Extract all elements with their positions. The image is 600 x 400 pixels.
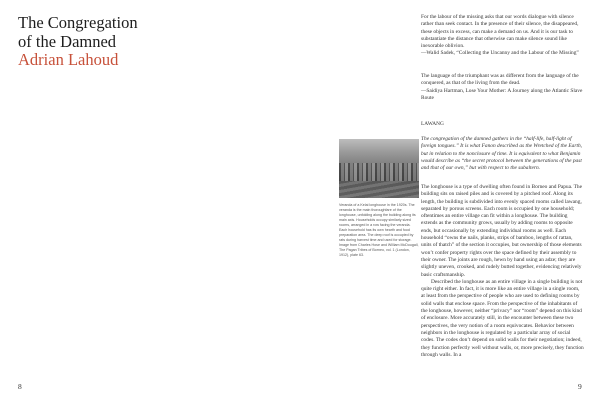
page-number-right: 9 [578,382,582,391]
body-text [421,184,584,359]
section-heading [421,121,584,128]
photo-caption: Veranda of a Kelai longhouse in the 1920s. The veranda is the main thoroughfare of the longhouse, unfolding along the building along its main axis. Households occupy similarly sized rooms, arranged in a row facing the veranda. Each household has its own hearth and food preparation area. The deep roof is occupied by rats during harvest time and used for storage. Image from Charles Hose and William McDougall, The Pagan Tribes of Borneo, vol. 1 (London, 1912), plate 63. [339,203,419,257]
epigraph-text: For the labour of the missing asks that our words dialogue with silence rather than seek contact. In the presence of their silence, the disappeared, these objects in excess, can make a demand on us. And it is our task to substantiate the distance that otherwise can make silence sound like inexorable oblivion. [421,14,579,50]
epigraph-attribution: —Walid Sadek, “Collecting the Uncanny and the Labour of the Missing” [421,50,579,57]
body-paragraph-1: The longhouse is a type of dwelling often found in Borneo and Papua. The building sits on raised piles and is covered by a pitched roof. Along its length, the building is subdivided into evenly spaced rooms called lawang, separated by porous screens. Each room is occupied by one household; oftentimes an entire village can fit within a longhouse. The building extends as the community grows, usually by adding rooms to opposite ends, but occasionally by extending individual rooms as well. Each household “owns the nails, planks, strips of bamboo, lengths of rattan, units of thatch” of the section it occupies, but ownership of those elements won’t confer property rights over the space defined by their assembly to their owner. The joints are rough, hewn by hand using an adze; they are slightly uneven, crooked, and rudely butted together, evidencing relatively basic craftsmanship. [421,184,582,278]
section-label: LAWANG [421,121,444,127]
epigraph-text: The language of the triumphant was as different from the language of the conquered, as that of the living from the dead. [421,73,579,87]
body-paragraph-2: Described the longhouse as an entire village in a single building is not quite right either. In fact, it is more like an entire village in a single room, at least from the perspective of people who are used to defining rooms by solid walls that enclose space. From the perspective of the inhabitants of the longhouse, however, neither “privacy” nor “room” depend on this kind of enclosure. More accurately still, in the encounter between these two perspectives, the very notion of a room equivocates. Behavior between neighbors in the longhouse is regulated by a particular array of social codes. The codes don’t depend on solid walls for their negotiation; indeed, they function perfectly well without walls, or, more precisely, they function through walls. In a [421,278,584,358]
intro-text: The congregation of the damned gathers in the “half-life, half-light of foreign tongues.” It is what Fanon described as the Wretched of the Earth, but in relation to the nonclosure of time. It is equivalent to what Benjamin would describe as “the secret protocol between the generations of the past and that of our own,” but with respect to the subaltern. [421,136,583,172]
page-number-left: 8 [18,382,22,391]
epigraph-sadek [421,14,584,58]
longhouse-photo [339,139,419,198]
chapter-title-block [18,14,218,70]
epigraph-hartman [421,73,584,102]
author-name: Adrian Lahoud [18,50,119,69]
chapter-title-line-2: of the Damned [18,31,117,51]
intro-paragraph [421,136,584,172]
epigraph-attribution: —Saidiya Hartman, Lose Your Mother: A Journey along the Atlantic Slave Route [421,87,583,101]
chapter-title-line-1: The Congregation [18,13,138,32]
